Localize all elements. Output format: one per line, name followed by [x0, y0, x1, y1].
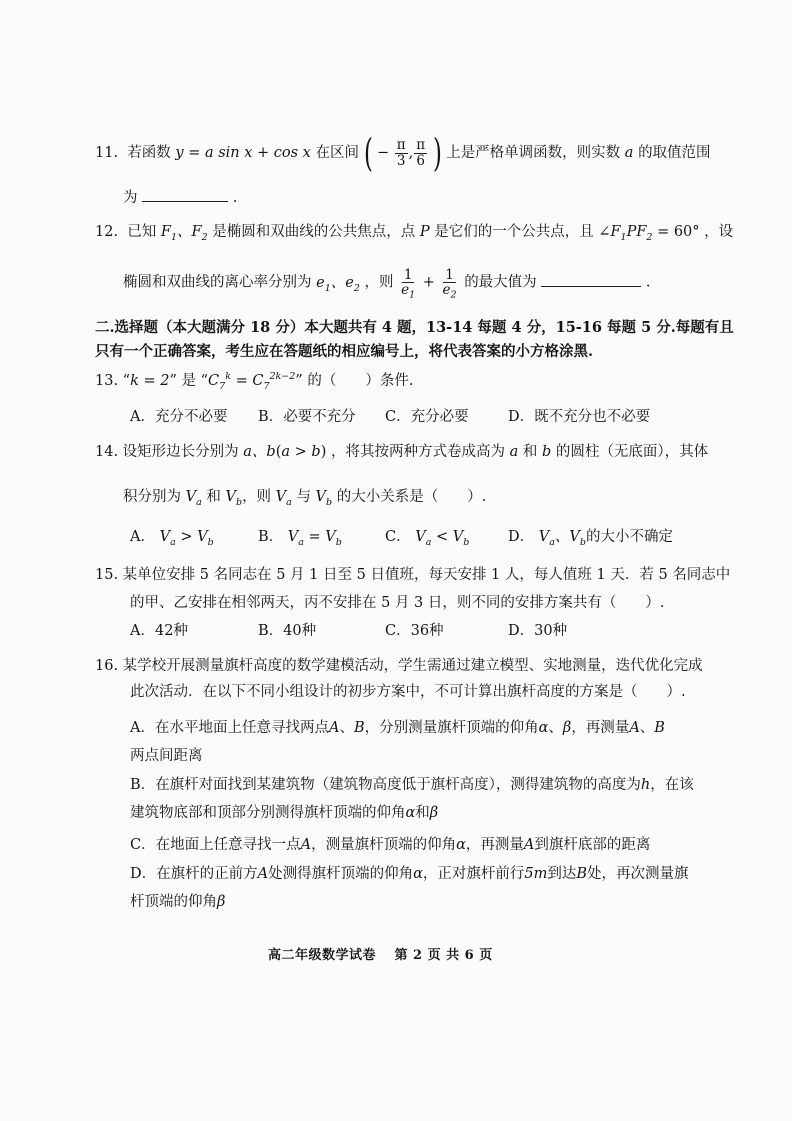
- q16-option-a-cont: 两点间距离: [130, 748, 203, 764]
- q13-option-b[interactable]: B．必要不充分: [258, 409, 356, 425]
- q16-line2: 此次活动．在以下不同小组设计的初步方案中，不可计算出旗杆高度的方案是（ ）.: [130, 684, 686, 700]
- q15-option-c[interactable]: C．36种: [385, 623, 444, 639]
- q11-answer-blank: [142, 199, 228, 202]
- q15-number: 15.: [95, 567, 119, 583]
- section2-heading-line2: 只有一个正确答案，考生应在答题纸的相应编号上，将代表答案的小方格涂黑.: [95, 343, 594, 360]
- q11-number: 11.: [95, 145, 119, 161]
- q16-option-d-cont: 杆顶端的仰角β: [130, 894, 226, 910]
- q13-option-d[interactable]: D．既不充分也不必要: [508, 409, 651, 425]
- q11-line2: 为 .: [123, 190, 238, 206]
- q12-line2: 椭圆和双曲线的离心率分别为 $e_1$、$e_2$ ，则 $\frac{1}{e_1}$ + $\frac{1}{e_2}$ 的最大值为 .: [123, 267, 651, 301]
- q11-line1: 11. 若函数 y = a sin x + cos x 在区间 ( − $\frac{\pi}{3}$ , $\frac{\pi}{6}$ ) 上是严格单调函数，则实数 a 的取值范围: [95, 131, 711, 175]
- page-footer: 高二年级数学试卷 第 2 页 共 6 页: [268, 948, 493, 963]
- q16-option-a[interactable]: A．在水平地面上任意寻找两点A、B，分别测量旗杆顶端的仰角α、β，再测量A、B: [130, 720, 665, 736]
- q12-number: 12.: [95, 224, 119, 240]
- q13-combination: $C_7^k = C_7^{2k-2}$: [208, 371, 296, 392]
- q15-option-d[interactable]: D．30种: [508, 623, 568, 639]
- q15-option-a[interactable]: A．42种: [130, 623, 188, 639]
- q16-option-c[interactable]: C．在地面上任意寻找一点A，测量旗杆顶端的仰角α，再测量A到旗杆底部的距离: [130, 837, 651, 853]
- q12-angle: $\angle F_1PF_2 = 60^\circ$: [598, 224, 700, 243]
- q16-number: 16.: [95, 658, 119, 674]
- q13-option-a[interactable]: A．充分不必要: [130, 409, 228, 425]
- q14-option-a[interactable]: A． $V_a > V_b$: [130, 529, 214, 548]
- q15-line1: 15. 某单位安排 5 名同志在 5 月 1 日至 5 日值班，每天安排 1 人，每人值班 1 天．若 5 名同志中: [95, 567, 731, 583]
- q15-option-b[interactable]: B．40种: [258, 623, 317, 639]
- q11-lower-bound: $\frac{\pi}{3}$: [396, 137, 406, 169]
- q11-upper-bound: $\frac{\pi}{6}$: [416, 137, 426, 169]
- q16-option-d[interactable]: D．在旗杆的正前方A处测得旗杆顶端的仰角α，正对旗杆前行5m到达B处，再次测量旗: [130, 866, 689, 882]
- q16-option-b[interactable]: B．在旗杆对面找到某建筑物（建筑物高度低于旗杆高度），测得建筑物的高度为h，在该: [130, 777, 694, 793]
- q15-line2: 的甲、乙安排在相邻两天，丙不安排在 5 月 3 日，则不同的安排方案共有（ ）.: [130, 595, 665, 611]
- q13-option-c[interactable]: C．充分必要: [385, 409, 469, 425]
- q14-option-b[interactable]: B． $V_a = V_b$: [258, 529, 342, 548]
- q16-option-b-cont: 建筑物底部和顶部分别测得旗杆顶端的仰角α和β: [130, 805, 439, 821]
- q13-stem: 13. “k = 2” 是 “$C_7^k = C_7^{2k-2}$” 的（ ）条件.: [95, 371, 414, 392]
- section2-heading-line1: 二.选择题（本大题满分 18 分）本大题共有 4 题，13-14 每题 4 分，15-16 每题 5 分.每题有且: [95, 319, 734, 336]
- q13-number: 13.: [95, 373, 119, 389]
- q14-number: 14.: [95, 444, 119, 460]
- q14-line1: 14. 设矩形边长分别为 a、b(a > b) ，将其按两种方式卷成高为 a 和 b 的圆柱（无底面），其体: [95, 444, 709, 460]
- q12-line1: 12. 已知 $F_1$、$F_2$ 是椭圆和双曲线的公共焦点，点 P 是它们的一个公共点，且 $\angle F_1PF_2 = 60^\circ$ ，设: [95, 224, 734, 243]
- q14-option-c[interactable]: C． $V_a < V_b$: [385, 529, 470, 548]
- q14-line2: 积分别为 $V_a$ 和 $V_b$，则 $V_a$ 与 $V_b$ 的大小关系是（ ）.: [123, 489, 487, 508]
- q14-option-d[interactable]: D． $V_a$、$V_b$的大小不确定: [508, 529, 673, 548]
- q12-answer-blank: [541, 284, 641, 287]
- q11-function: y = a sin x + cos x: [175, 145, 311, 161]
- q16-line1: 16. 某学校开展测量旗杆高度的数学建模活动，学生需通过建立模型、实地测量，迭代优化完成: [95, 658, 703, 674]
